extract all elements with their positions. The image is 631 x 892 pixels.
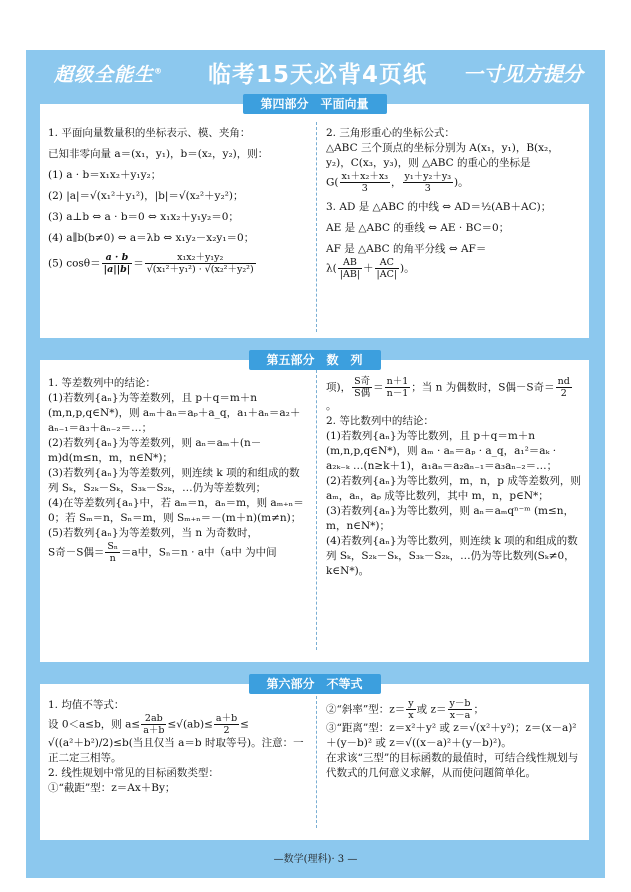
fraction — [102, 252, 133, 275]
denominator: x — [408, 710, 414, 721]
text-line: ①“截距”型：z＝Ax＋By； — [48, 782, 176, 794]
right-column — [326, 376, 582, 579]
numerator: n＋1 — [386, 376, 409, 387]
formula-prefix: S奇－S偶＝ — [48, 546, 105, 559]
text-line: (5)若数列{aₙ}为等差数列，当 n 为奇数时， — [48, 527, 258, 539]
header — [26, 50, 605, 94]
denominator: |a||b| — [103, 264, 131, 275]
numerator: y₁＋y₂＋y₃ — [404, 171, 452, 182]
formula-line: 项)， $\frac{\text{S奇}}{\text{S偶}}$ ＝ $\frac{n+1}{n-1}$ ；当 n 为偶数时，S偶－S奇＝ $\frac{nd}{2}$ 。 — [326, 376, 570, 412]
left-column — [48, 126, 310, 275]
text-line: (3)若数列{aₙ}为等比数列，则 aₙ＝aₘqⁿ⁻ᵐ (m≤n，m，n∈N*)； — [326, 505, 575, 532]
text-line: (4)在等差数列{aₙ}中，若 aₘ＝n，aₙ＝m，则 aₘ₊ₙ＝0；若 Sₘ＝n，Sₙ＝m，则 Sₘ₊ₙ＝－(m＋n)(m≠n)； — [48, 497, 304, 524]
column-divider — [316, 122, 317, 332]
numerator: AC — [375, 257, 400, 269]
fraction — [105, 541, 120, 564]
denominator: 2 — [560, 388, 567, 399]
numerator: a · b — [102, 252, 133, 264]
section-title: 第四部分 平面向量 — [242, 94, 386, 114]
fraction — [556, 376, 572, 399]
text-line: (4) a∥b(b≠0) ⇔ a＝λb ⇔ x₁y₂－x₂y₁＝0； — [48, 232, 255, 244]
page-title: 临考15天必背4页纸 — [208, 62, 428, 88]
denominator: 2 — [223, 725, 230, 736]
text-line: (2)若数列{aₙ}为等差数列，则 aₙ＝aₘ＋(n－m)d(m≤n，m，n∈N*)； — [48, 437, 262, 464]
text-line: △ABC 三个顶点的坐标分别为 A(x₁，y₁)，B(x₂，y₂)，C(x₃，y₃)，则 △ABC 的重心的坐标是 — [326, 142, 559, 169]
denominator: n－1 — [386, 388, 409, 399]
text-line: 1. 平面向量数量积的坐标表示、模、夹角： — [48, 127, 251, 139]
text-line: (2)若数列{aₙ}为等比数列，m，n，p 成等差数列，则 aₘ，aₙ，aₚ 成等比数列，其中 m，n，p∈N*； — [326, 475, 581, 502]
numerator: AB — [338, 257, 362, 269]
text-line: (3)若数列{aₙ}为等差数列，则连续 k 项的和组成的数列 Sₖ，S₂ₖ－Sₖ，S₃ₖ－S₂ₖ，…仍为等差数列； — [48, 467, 300, 494]
fraction — [214, 713, 239, 736]
formula-prefix: λ — [326, 262, 333, 275]
text-line: 3. AD 是 △ABC 的中线 ⇔ AD＝½(AB＋AC)； — [326, 201, 552, 213]
section-title: 第五部分 数 列 — [248, 350, 380, 370]
text-line: 2. 三角形重心的坐标公式： — [326, 127, 455, 139]
text-line: 已知非零向量 a＝(x₁，y₁)，b＝(x₂，y₂)，则： — [48, 148, 269, 160]
column-divider — [316, 370, 317, 650]
fraction — [406, 698, 415, 721]
numerator: Sₙ — [107, 541, 119, 552]
numerator: x₁＋x₂＋x₃ — [341, 171, 388, 182]
formula-prefix: ②“斜率”型：z＝ — [326, 703, 406, 716]
numerator: y－b — [449, 698, 471, 709]
text-line: AF 是 △ABC 的角平分线 ⇔ AF＝ — [326, 243, 487, 255]
text-line: 2. 等比数列中的结论： — [326, 415, 434, 427]
section-inequalities — [40, 677, 589, 840]
formula-prefix: (5) cosθ＝ — [48, 257, 101, 270]
denominator: 3 — [424, 183, 431, 194]
text-line: 2. 线性规划中常见的目标函数类型： — [48, 767, 219, 779]
page-footer: —数学(理科)· 3 — — [273, 854, 358, 865]
denominator: n — [109, 553, 116, 564]
fraction — [338, 257, 362, 280]
denominator: S偶 — [354, 388, 371, 399]
numerator: nd — [557, 376, 570, 387]
text-line: 1. 等差数列中的结论： — [48, 377, 156, 389]
text-line: (4)若数列{aₙ}为等比数列，则连续 k 项的和组成的数列 Sₖ，S₂ₖ－Sₖ，S₃ₖ－S₂ₖ，…仍为等比数列(Sₖ≠0，k∈N*)。 — [326, 535, 578, 577]
fraction — [352, 376, 372, 399]
text-line: (1)若数列{aₙ}为等差数列，且 p＋q＝m＋n (m,n,p,q∈N*)，则 aₘ＋aₙ＝aₚ＋a_q，a₁＋aₙ＝a₂＋aₙ₋₁＝a₃＋aₙ₋₂＝…； — [48, 392, 301, 434]
formula-mid: 或 z＝ — [416, 703, 447, 716]
text-line: (3) a⊥b ⇔ a · b＝0 ⇔ x₁x₂＋y₁y₂＝0； — [48, 211, 239, 223]
fraction — [403, 171, 454, 194]
formula-line — [48, 713, 310, 736]
formula-prefix: 项)， — [326, 381, 352, 394]
denominator: |AC| — [376, 269, 398, 280]
text-line: (2) |a|＝√(x₁²＋y₁²)，|b|＝√(x₂²＋y₂²)； — [48, 190, 244, 202]
text-line: ③“距离”型：z＝x²＋y² 或 z＝√(x²＋y²)；z＝(x－a)²＋(y－b)² 或 z＝√((x－a)²＋(y－b)²)。 — [326, 722, 577, 749]
left-column — [48, 376, 310, 564]
formula-line — [48, 541, 310, 564]
denominator: √(x₁²＋y₁²) · √(x₂²＋y₂²) — [146, 264, 254, 275]
fraction — [340, 171, 391, 194]
left-column — [48, 698, 310, 796]
numerator: 2ab — [141, 713, 166, 725]
formula-suffix: ； — [473, 703, 484, 716]
text-line: (1) a · b＝x₁x₂＋y₁y₂； — [48, 169, 162, 181]
formula-prefix: 设 0＜a≤b，则 a≤ — [48, 718, 141, 731]
text-line: 1. 均值不等式： — [48, 699, 125, 711]
denominator: x－a — [449, 710, 471, 721]
section-title: 第六部分 不等式 — [248, 674, 380, 694]
brand-logo — [54, 60, 163, 87]
section-vectors — [40, 97, 589, 338]
text-line: √((a²＋b²)/2)≤b(当且仅当 a＝b 时取等号)。注意：一正二定三相等。 — [48, 737, 304, 764]
fraction — [375, 257, 400, 280]
right-column — [326, 698, 582, 781]
numerator: a＋b — [215, 713, 238, 724]
fraction — [448, 698, 473, 721]
brand-mark: ® — [154, 66, 164, 76]
formula-line: G( $\frac{\text{x₁＋x₂＋x₃}}{3}$ ， $\frac{\text{y₁＋y₂＋y₃}}{3}$ )。 — [326, 171, 469, 194]
fraction — [145, 252, 256, 275]
slogan: 一寸见方提分 — [463, 62, 583, 86]
fraction — [141, 713, 166, 736]
formula-line: λ( $\frac{AB}{|AB|}$ ＋ $\frac{AC}{|AC|}$ )。 — [326, 257, 415, 280]
denominator: a＋b — [143, 725, 165, 736]
denominator: 3 — [361, 183, 368, 194]
numerator: x₁x₂＋y₁y₂ — [145, 252, 256, 264]
formula-mid: ＝ — [373, 381, 384, 394]
right-column — [326, 126, 582, 280]
numerator: y — [408, 698, 414, 709]
denominator: |AB| — [339, 269, 361, 280]
text-line: AE 是 △ABC 的垂线 ⇔ AE · BC＝0； — [326, 222, 510, 234]
text-line: (1)若数列{aₙ}为等比数列，且 p＋q＝m＋n (m,n,p,q∈N*)，则 aₘ · aₙ＝aₚ · a_q，a₁²＝aₖ · a₂ₖ₋ₖ …(n≥k＋1)，a₁aₙ＝a₂aₙ₋₁＝a₃aₙ₋₂＝…； — [326, 430, 558, 472]
text-line: 在求该“三型”的目标函数的最值时，可结合线性规划与代数式的几何意义求解，从而使问题简单化。 — [326, 752, 579, 779]
formula-line: (5) cosθ＝ $\frac{a \cdot b}{|a||b|}$ ＝ $\frac{\text{x₁x₂＋y₁y₂}}{\text{√(x₁²＋y₁²) · √(x₂²＋y₂²)}}$ — [48, 252, 254, 275]
numerator: S奇 — [354, 376, 371, 387]
formula-prefix: G — [326, 176, 335, 189]
column-divider — [316, 696, 317, 828]
formula-mid: ≤√(ab)≤ — [167, 718, 213, 731]
formula-line — [326, 698, 582, 721]
brand-text: 超级全能生 — [54, 64, 155, 86]
formula-suffix: ；当 n 为偶数时，S偶－S奇＝ — [411, 381, 555, 394]
fraction — [385, 376, 411, 399]
section-sequences — [40, 353, 589, 662]
formula-suffix: ＝a中，Sₙ＝n · a中（a中 为中间 — [121, 546, 277, 559]
formula-suffix: ≤ — [240, 718, 249, 731]
